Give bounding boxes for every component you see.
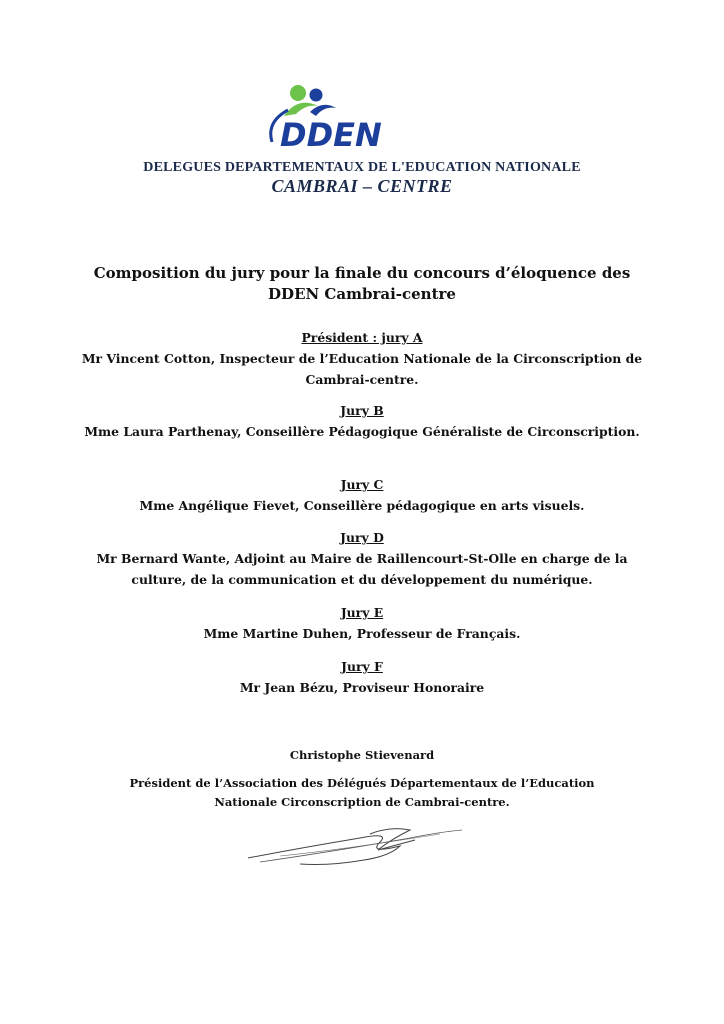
jury-heading: Jury E	[340, 605, 384, 620]
logo-wordmark: DDEN	[280, 116, 382, 154]
jury-heading: Jury F	[341, 659, 383, 674]
jury-heading: Jury C	[340, 477, 384, 492]
jury-member: Mme Angélique Fievet, Conseillère pédagogique en arts visuels.	[139, 498, 585, 513]
document-title: Composition du jury pour la finale du concours d’éloquence des DDEN Cambrai-centre	[93, 264, 631, 303]
signatory-name: Christophe Stievenard	[289, 748, 435, 762]
jury-section-c	[80, 474, 644, 516]
jury-section-a	[80, 327, 644, 390]
jury-member: Mme Laura Parthenay, Conseillère Pédagogique Généraliste de Circonscription.	[84, 424, 640, 439]
jury-member: Mr Vincent Cotton, Inspecteur de l’Education Nationale de la Circonscription de Cambrai-centre.	[81, 351, 643, 387]
organisation-subtitle: CAMBRAI – CENTRE	[271, 176, 453, 196]
jury-heading: Président : jury A	[301, 330, 423, 345]
dden-logo	[258, 82, 408, 154]
jury-section-e	[80, 602, 644, 644]
jury-member: Mme Martine Duhen, Professeur de Français.	[203, 626, 521, 641]
organisation-name: DELEGUES DEPARTEMENTAUX DE L'EDUCATION NATIONALE	[143, 160, 581, 175]
jury-member: Mr Bernard Wante, Adjoint au Maire de Raillencourt-St-Olle en charge de la culture, de la communication et du développement du numérique.	[96, 551, 628, 587]
jury-section-d	[80, 527, 644, 590]
jury-heading: Jury B	[340, 403, 384, 418]
jury-heading: Jury D	[340, 530, 384, 545]
handwritten-signature	[240, 820, 470, 870]
signatory-role: Président de l’Association des Délégués Départementaux de l’Education Nationale Circonscription de Cambrai-centre.	[129, 776, 595, 809]
jury-member: Mr Jean Bézu, Proviseur Honoraire	[239, 680, 485, 695]
jury-section-f	[80, 656, 644, 698]
jury-section-b	[80, 400, 644, 442]
